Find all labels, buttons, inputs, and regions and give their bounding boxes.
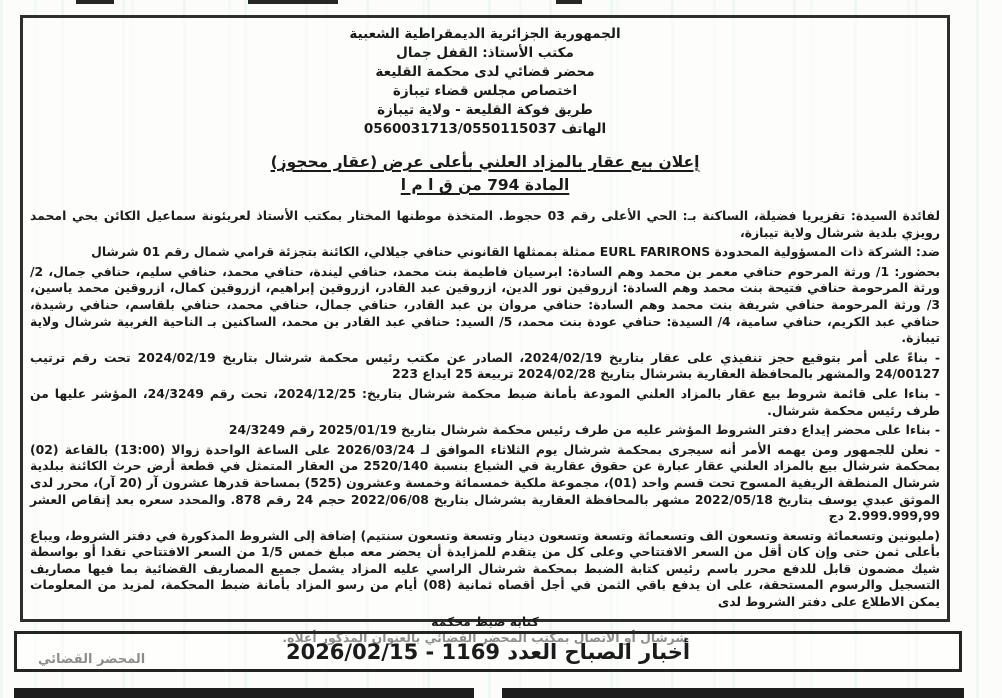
- next-section-border-left: [14, 688, 474, 698]
- title-line-2: المادة 794 من ق ا م ا: [400, 176, 570, 194]
- paragraph-defendant: ضد: الشركة ذات المسؤولية المحدودة EURL FARIRONS ممثلة بممثلها القانوني حنافي جيلالي، الكائنة بتجزئة قرامي شمال رقم 01 شرشال: [91, 244, 940, 260]
- phone-line: الهاتف 0560031713/0550115037: [363, 121, 607, 137]
- announcement-frame: [20, 15, 950, 629]
- newspaper-footer-banner: [14, 631, 962, 672]
- office-name-line: مكتب الأستاذ: القفل جمال: [396, 45, 574, 61]
- scan-artifact-mark: [556, 0, 582, 4]
- address-line: طريق فوكة القليعة - ولاية تيبازة: [377, 102, 593, 118]
- paragraph-beneficiary: لفائدة السيدة: تقزيريا فضيلة، الساكنة بـ: الحي الأعلى رقم 03 حجوط. المتخذة موطنها المختار بمكتب الأستاذ لعريئونة سماعيل الكائن بحي امحمد رويزي بلدية شرشال ولاية تيبازة،: [30, 208, 940, 240]
- scan-artifact-mark: [248, 0, 338, 4]
- bailiff-role-line: محضر قضائي لدى محكمة القليعة: [375, 64, 595, 80]
- paragraph-conditions-list: - بناءا على قائمة شروط بيع عقار بالمزاد العلني المودعة بأمانة ضبط محكمة شرشال بتاريخ: 2024/12/25، تحت رقم 24/3249، المؤشر عليها من طرف رئيس محكمة شرشال.: [30, 385, 941, 418]
- paragraph-seizure-order: - بناءً على أمر بتوقيع حجز تنفيذي على عقار بتاريخ 2024/02/19، الصادر عن مكتب رئيس محكمة شرشال بتاريخ 2024/02/19 تحت رقم ترتيب 24/00127 والمشهر بالمحافظة العقارية بشرشال بتاريخ 2024/02/28 تربيعة 25 ايداع 223: [30, 349, 940, 382]
- paragraph-heirs: بحضور: 1/ ورثة المرحوم حنافي معمر بن محمد وهم السادة: ابرسيان فاطيمة بنت محمد، حنافي ليندة، حنافي محمد، حنافي سليم، حنافي جمال، 2/ ورثة المرحومة حنافي فتيحة بنت محمد وهم السادة: ازروقين نور الدين، ازروقين عبد القادر، ازروقين إبراهيم، ازروقين كمال، ازروقين محمد ياسين، 3/ ورثة المرحومة حنافي شريفة بنت محمد وهم السادة: حنافي مروان بن عبد القادر، حنافي جمال، حنافي محمد، حنافي بلقاسم، حنافي رشيدة، حنافي عبد الكريم، حنافي سامية، 4/ السيدة: حنافي عودة بنت محمد، 5/ السيد: حنافي عبد القادر بن محمد، الساكنين بـ الناحية الغربية شرشال ولاية تيبازة.: [30, 263, 941, 346]
- paragraph-payment-terms: (مليونين وتسعمائة وتسعة وتسعون الف وتسعمائة وتسعة وتسعون دينار وتسعة وتسعون سنتيم) إضافة إلى الشروط المذكورة في دفتر الشروط، ويباع بأعلى ثمن حتى وإن كان أقل من السعر الافتتاحي وعلى كل من يتقدم للمزايدة أن يحضر معه مبلغ خمس 1/5 من السعر الافتتاحي نقدا أو بواسطة شيك مضمون قابل للدفع محرر باسم رئيس كتابة الضبط بمحكمة شرشال الراسي عليه المزاد يشمل جميع المصاريف القضائية بما فيها مصاريف التسجيل والرسوم المستحقة، على ان يدفع باقي الثمن في أجل أقصاه ثمانية (08) أيام من رسو المزاد بأمانة ضبط المحكمة، لمزيد من المعلومات يمكن الاطلاع على دفتر الشروط لدى: [30, 527, 940, 610]
- scan-artifact-mark: [76, 0, 114, 4]
- next-section-border-right: [502, 688, 964, 698]
- announcement-title: [30, 151, 940, 197]
- office-header: [30, 18, 940, 139]
- paragraph-deposit-report: - بناءا على محضر إيداع دفتر الشروط المؤشر عليه من طرف رئيس محكمة شرشال بتاريخ 2025/01/19 رقم 24/3249: [228, 422, 940, 438]
- paragraph-auction-details: - نعلن للجمهور ومن يهمه الأمر أنه سيجرى بمحكمة شرشال يوم الثلاثاء الموافق لـ 2026/03/24 على الساعة الواحدة زوالا (13:00) بالقاعة (02) بمحكمة شرشال بيع بالمزاد العلني عقار عبارة عن حقوق عقارية في الشياع بنسبة 2520/140 من العقار المتمثل في قطعة أرض حرث الكائنة ببلدية شرشال المنطقة الريفية المسوح تحت قسم واحد (01)، مجموعة ملكية خمسمائة وخمسة وعشرون (525) بمساحة قدرها عشرون آر (20 آر)، محرر لدى الموثق عبدي يوسف بتاريخ 2022/05/18 مشهر بالمحافظة العقارية بشرشال بتاريخ 2022/06/08 حجم 24 رقم 878. والمحدد سعره بعد إنقاص العشر 2.999.999,99 دج: [30, 441, 941, 524]
- newspaper-issue-line: أخبار الصباح العدد 1169 - 2026/02/15: [285, 639, 691, 664]
- announcement-body: [30, 208, 940, 647]
- paragraph-court-registry: كتابة ضبط محكمة: [431, 613, 539, 629]
- republic-line: الجمهورية الجزائرية الديمقراطية الشعبية: [349, 26, 621, 42]
- jurisdiction-line: اختصاص مجلس قضاء تيبازة: [392, 83, 578, 99]
- title-line-1: إعلان بيع عقار بالمزاد العلني بأعلى عرض (عقار محجوز): [270, 153, 700, 171]
